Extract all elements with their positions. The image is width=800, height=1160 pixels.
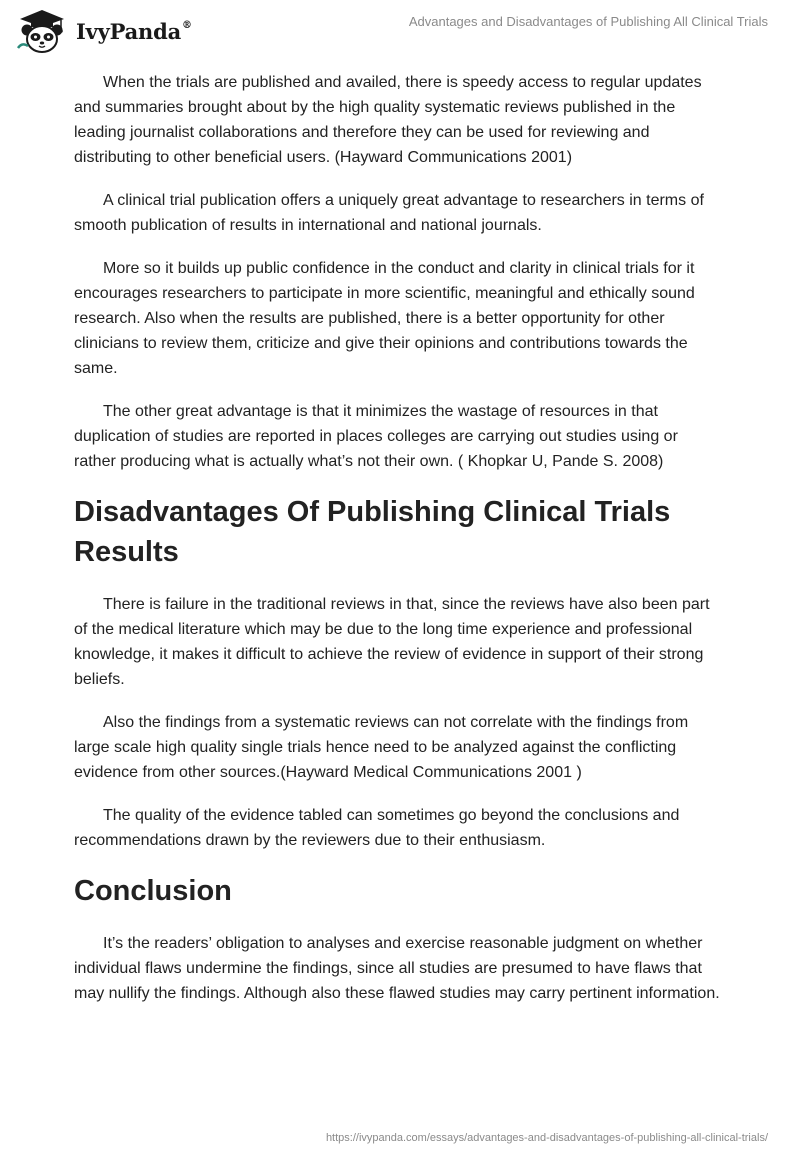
paragraph: It’s the readers’ obligation to analyses and exercise reasonable judgment on whether individual flaws undermine the findings, since all studies are presumed to have flaws that may nullify the findings. Although also these flawed studies may carry pertinent information. <box>74 935 720 1002</box>
paragraph: Also the findings from a systematic reviews can not correlate with the findings from large scale high quality single trials hence need to be analyzed against the conflicting evidence from other sources.(Hayward Medical Communications 2001 ) <box>74 714 689 781</box>
paragraph: The other great advantage is that it minimizes the wastage of resources in that duplication of studies are reported in places colleges are carrying out studies using or rather producing what is actually what’s not their own. ( Khopkar U, Pande S. 2008) <box>74 403 678 470</box>
paragraph: When the trials are published and availed, there is speedy access to regular updates and summaries brought about by the high quality systematic reviews published in the leading journalist collaborations and therefore they can be used for reviewing and distributing to other beneficial users. (Hayward Communications 2001) <box>74 74 702 166</box>
paragraph: More so it builds up public confidence in the conduct and clarity in clinical trials for it encourages researchers to participate in more scientific, meaningful and ethically sound research. Also when the results are published, there is a better opportunity for other clinicians to review them, criticize and give their opinions and contributions towards the same. <box>74 260 695 377</box>
brand-logo[interactable] <box>14 8 192 54</box>
source-url[interactable]: https://ivypanda.com/essays/advantages-and-disadvantages-of-publishing-all-clinical-trials/ <box>325 1132 768 1144</box>
page-header <box>0 0 800 60</box>
brand-name: IvyPanda® <box>76 18 192 44</box>
panda-graduate-icon <box>14 8 70 54</box>
article-body <box>74 70 724 1024</box>
section-heading-conclusion: Conclusion <box>74 875 232 907</box>
section-heading-disadvantages: Disadvantages Of Publishing Clinical Trials Results <box>74 496 671 568</box>
paragraph: A clinical trial publication offers a uniquely great advantage to researchers in terms of smooth publication of results in international and national journals. <box>74 192 704 234</box>
paragraph: The quality of the evidence tabled can sometimes go beyond the conclusions and recommendations drawn by the reviewers due to their enthusiasm. <box>74 807 680 849</box>
paragraph: There is failure in the traditional reviews in that, since the reviews have also been part of the medical literature which may be due to the long time experience and professional knowledge, it makes it difficult to achieve the review of evidence in support of their strong beliefs. <box>74 596 710 688</box>
document-title: Advantages and Disadvantages of Publishing All Clinical Trials <box>408 14 768 29</box>
registered-mark: ® <box>182 19 192 31</box>
